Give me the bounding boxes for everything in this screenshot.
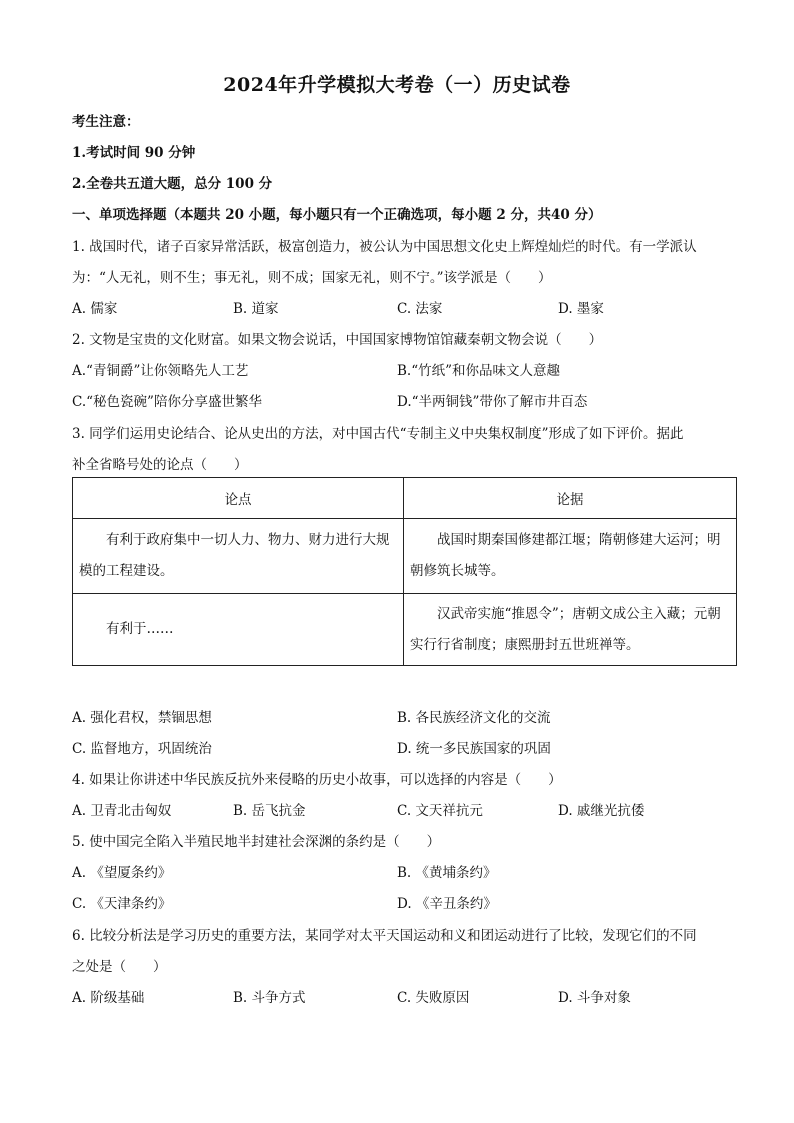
q5-option-a[interactable]: A. 《望厦条约》 <box>72 865 172 881</box>
table-cell-text: 有利于政府集中一切人力、物力、财力进行大规模的工程建设。 <box>79 532 390 579</box>
table-cell <box>404 519 737 594</box>
q1-option-c[interactable]: C. 法家 <box>397 301 443 317</box>
notice-item-2: 2.全卷共五道大题，总分 100 分 <box>72 176 273 192</box>
q6-option-c[interactable]: C. 失败原因 <box>397 990 470 1006</box>
q3-option-b[interactable]: B. 各民族经济文化的交流 <box>397 710 551 726</box>
q5-option-c[interactable]: C. 《天津条约》 <box>72 896 172 912</box>
question-5-text: 5. 使中国完全陷入半殖民地半封建社会深渊的条约是（ ） <box>72 834 441 850</box>
table-header-evidence: 论据 <box>404 478 737 519</box>
q6-option-b[interactable]: B. 斗争方式 <box>233 990 306 1006</box>
q1-option-b[interactable]: B. 道家 <box>233 301 279 317</box>
q1-option-a[interactable]: A. 儒家 <box>72 301 118 317</box>
table-row <box>73 519 737 594</box>
q1-option-d[interactable]: D. 墨家 <box>558 301 604 317</box>
q3-option-a[interactable]: A. 强化君权，禁锢思想 <box>72 710 212 726</box>
section-heading: 一、单项选择题（本题共 20 小题，每小题只有一个正确选项，每小题 2 分，共40 分） <box>72 207 602 223</box>
q2-option-b[interactable]: B.“竹纸”和你品味文人意趣 <box>397 363 561 379</box>
table-cell-text: 汉武帝实施“推恩令”；唐朝文成公主入藏；元朝实行行省制度；康熙册封五世班禅等。 <box>410 605 721 653</box>
table-header-row <box>73 478 737 519</box>
question-1-text-cont: 为：“人无礼，则不生；事无礼，则不成；国家无礼，则不宁。”该学派是（ ） <box>72 270 552 286</box>
question-6-text: 6. 比较分析法是学习历史的重要方法，某同学对太平天国运动和义和团运动进行了比较，发现它们的不同 <box>72 928 697 944</box>
table-row <box>73 594 737 666</box>
q2-option-a[interactable]: A.“青铜爵”让你领略先人工艺 <box>72 363 249 379</box>
q5-option-b[interactable]: B. 《黄埔条约》 <box>397 865 497 881</box>
notice-item-1: 1.考试时间 90 分钟 <box>72 145 196 161</box>
argument-table <box>72 477 737 666</box>
page-title: 2024年升学模拟大考卷（一）历史试卷 <box>223 74 571 96</box>
q6-option-a[interactable]: A. 阶级基础 <box>72 990 145 1006</box>
notice-heading: 考生注意： <box>72 114 140 130</box>
table-cell-text: 有利于…… <box>106 621 174 637</box>
question-1-text: 1. 战国时代，诸子百家异常活跃，极富创造力，被公认为中国思想文化史上辉煌灿烂的时代。有一学派认 <box>72 239 697 255</box>
table-header-argument: 论点 <box>73 478 404 519</box>
q4-option-b[interactable]: B. 岳飞抗金 <box>233 803 306 819</box>
table-cell <box>404 594 737 666</box>
question-3-text: 3. 同学们运用史论结合、论从史出的方法，对中国古代“专制主义中央集权制度”形成了如下评价。据此 <box>72 426 684 442</box>
q3-option-d[interactable]: D. 统一多民族国家的巩固 <box>397 741 551 757</box>
table-cell <box>73 519 404 594</box>
q6-option-d[interactable]: D. 斗争对象 <box>558 990 631 1006</box>
q4-option-c[interactable]: C. 文天祥抗元 <box>397 803 483 819</box>
q3-option-c[interactable]: C. 监督地方，巩固统治 <box>72 741 212 757</box>
q4-option-a[interactable]: A. 卫青北击匈奴 <box>72 803 172 819</box>
q4-option-d[interactable]: D. 戚继光抗倭 <box>558 803 645 819</box>
question-3-text-cont: 补全省略号处的论点（ ） <box>72 457 248 473</box>
question-2-text: 2. 文物是宝贵的文化财富。如果文物会说话，中国国家博物馆馆藏秦朝文物会说（ ） <box>72 332 603 348</box>
question-4-text: 4. 如果让你讲述中华民族反抗外来侵略的历史小故事，可以选择的内容是（ ） <box>72 772 562 788</box>
table-cell-text: 战国时期秦国修建都江堰；隋朝修建大运河；明朝修筑长城等。 <box>410 532 721 579</box>
question-6-text-cont: 之处是（ ） <box>72 959 167 975</box>
q5-option-d[interactable]: D. 《辛丑条约》 <box>397 896 497 912</box>
q2-option-d[interactable]: D.“半两铜钱”带你了解市井百态 <box>397 394 588 410</box>
q2-option-c[interactable]: C.“秘色瓷碗”陪你分享盛世繁华 <box>72 394 262 410</box>
table-cell <box>73 594 404 666</box>
